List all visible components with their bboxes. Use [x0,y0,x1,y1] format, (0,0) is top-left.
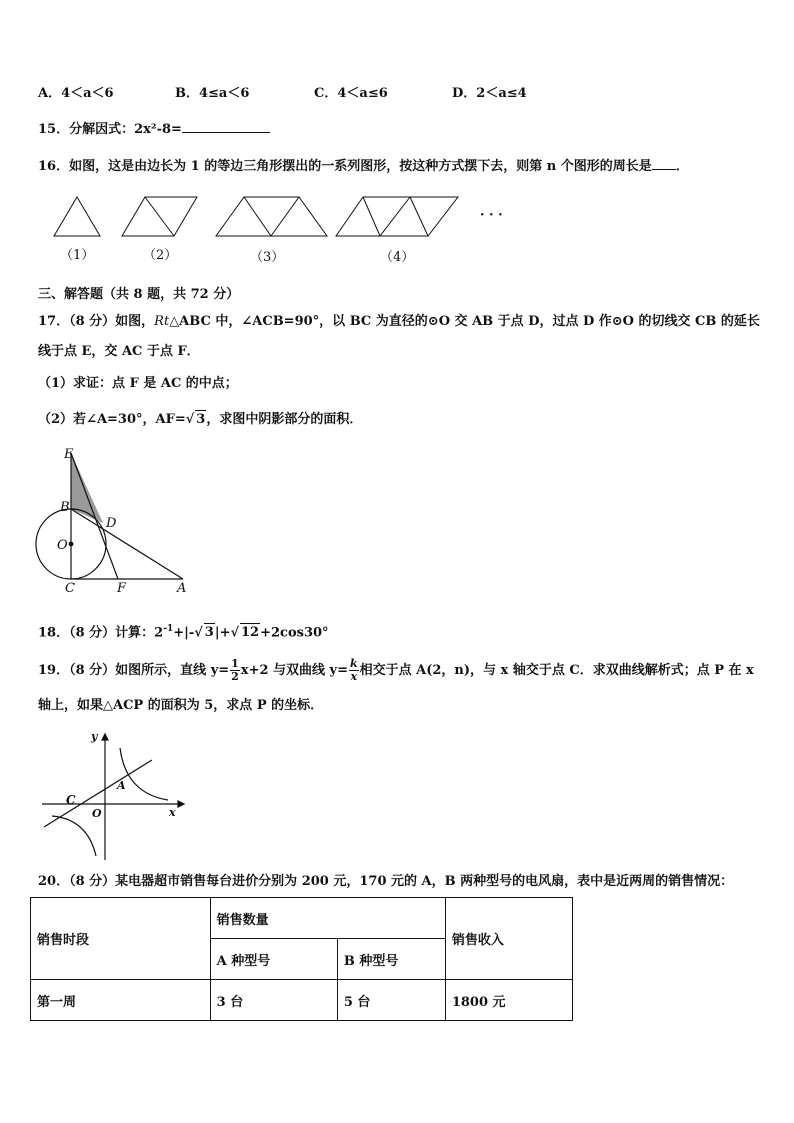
option-b: B．4≤a＜6 [175,86,250,101]
sqrt-symbol: √ [230,625,240,641]
q17-lead: 17．（8 分）如图， [38,314,155,329]
label-point-c: C [66,793,76,807]
sqrt-symbol: √ [194,625,203,641]
q17-sqrt-value: 3 [196,412,206,427]
fraction-one-half: $\frac{1}{2}$ [231,657,239,683]
hyperbola-branch-1 [120,748,168,800]
label-x: x [169,806,176,819]
q17-body: △ABC 中，∠ACB=90°，以 BC 为直径的⊙O 交 AB 于点 D，过点 D 作⊙O 的切线交 CB 的延长 [169,314,760,329]
option-a: A．4＜a＜6 [38,86,114,101]
q18-tail: +2cos30° [260,625,329,641]
q19-tail: 相交于点 A(2，n)，与 x 轴交于点 C．求双曲线解析式；点 P 在 x [359,663,754,678]
label-origin: O [92,807,102,820]
header-revenue: 销售收入 [445,898,572,980]
figure-1-label: （1） [60,248,95,263]
question-19-line-2: 轴上，如果△ACP 的面积为 5，求点 P 的坐标． [38,698,324,713]
q19-mid: x+2 与双曲线 y= [240,663,348,678]
option-c: C．4＜a≤6 [314,86,388,101]
header-model-a: A 种型号 [210,939,337,980]
question-17-line-1 [38,313,760,331]
figure-3-label: （3） [250,250,285,265]
label-point-a: A [117,779,126,792]
q18-abs-close: |+ [214,625,231,641]
question-15 [38,120,270,139]
question-17-part-1: （1）求证：点 F 是 AC 的中点； [38,376,238,391]
figure-1-shape [54,197,100,236]
answer-blank-16[interactable] [652,157,676,170]
question-17-part-2 [38,410,362,429]
figure-4-label: （4） [380,250,415,265]
question-17-line-2: 线于点 E，交 AC 于点 F． [38,344,200,359]
question-19-line-1 [38,658,754,683]
sales-table [30,897,573,1021]
q18-abs-open: +|- [173,625,195,641]
label-y: y [91,730,98,743]
q17-rt: Rt [154,314,170,329]
fraction-k-over-x: $\frac{k}{x}$ [349,657,358,683]
label-o: O [57,538,68,553]
ellipsis: · · · [480,208,503,223]
q18-sqrt3: 3 [204,625,214,641]
cell-period: 第一周 [31,980,211,1021]
q17-p2-lead: （2）若∠A=30°，AF= [38,412,186,427]
center-point [69,542,74,547]
q17-p2-tail: ，求图中阴影部分的面积． [206,412,363,427]
label-a: A [177,581,187,596]
label-e: E [64,447,74,462]
question-16-end: ． [675,159,689,174]
header-model-b: B 种型号 [337,939,445,980]
label-b: B [60,500,70,515]
header-period: 销售时段 [31,898,211,980]
question-18 [38,620,329,642]
question-16 [38,157,689,176]
table-row [31,980,573,1021]
question-16-text: 16．如图，这是由边长为 1 的等边三角形摆出的一系列图形，按这种方式摆下去，则第 n 个图形的周长是 [38,159,652,174]
cell-revenue: 1800 元 [445,980,572,1021]
q19-lead: 19．（8 分）如图所示，直线 y= [38,663,230,678]
header-quantity: 销售数量 [210,898,445,939]
section-3-title: 三、解答题（共 8 题，共 72 分） [38,287,240,302]
figure-3-shape [216,197,327,236]
cell-model-a: 3 台 [210,980,337,1021]
q18-lead: 18．（8 分）计算：2 [38,625,164,641]
question-20: 20．（8 分）某电器超市销售每台进价分别为 200 元，170 元的 A，B 两种型号的电风扇，表中是近两周的销售情况： [38,874,734,889]
question-15-text: 15．分解因式：2x²-8= [38,122,182,137]
figure-2-label: （2） [143,248,178,263]
q18-sqrt12: 12 [241,625,260,641]
option-d: D．2＜a≤4 [452,86,527,101]
hyperbola-branch-2 [52,816,96,856]
answer-blank-15[interactable] [182,120,270,133]
sqrt-symbol: √ [185,412,195,427]
coordinate-graph [38,730,188,862]
label-c: C [65,581,75,596]
figure-4-shape [336,197,458,236]
label-d: D [106,516,117,531]
label-f: F [117,581,127,596]
cell-model-b: 5 台 [337,980,445,1021]
q18-exponent: -1 [163,624,174,634]
